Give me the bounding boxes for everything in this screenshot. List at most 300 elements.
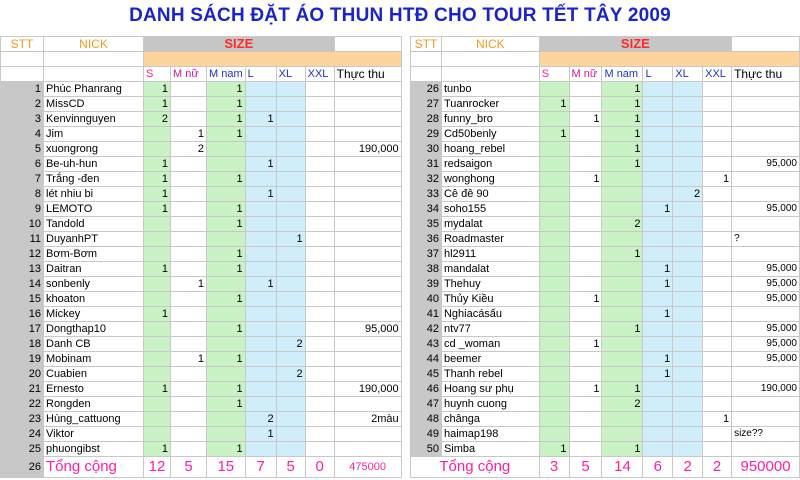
- row-number[interactable]: 18: [1, 337, 44, 352]
- size-m-nu-cell[interactable]: [171, 427, 207, 442]
- size-m-nam-cell[interactable]: 1: [207, 97, 246, 112]
- size-s-cell[interactable]: [539, 352, 569, 367]
- nick-cell[interactable]: Cd50benly: [441, 127, 539, 142]
- size-l-cell[interactable]: [245, 397, 276, 412]
- total-s[interactable]: 12: [144, 457, 171, 478]
- size-xxl-cell[interactable]: [305, 427, 334, 442]
- nick-cell[interactable]: Mobinam: [44, 352, 144, 367]
- size-m-nu-cell[interactable]: [171, 307, 207, 322]
- size-m-nam-cell[interactable]: [602, 187, 643, 202]
- size-m-nu-cell[interactable]: [171, 172, 207, 187]
- thuc-thu-cell[interactable]: [334, 97, 401, 112]
- row-number[interactable]: 38: [411, 262, 442, 277]
- size-xxl-cell[interactable]: 1: [703, 172, 732, 187]
- size-xl-cell[interactable]: [673, 412, 703, 427]
- row-number[interactable]: 33: [411, 187, 442, 202]
- size-m-nam-cell[interactable]: 1: [207, 352, 246, 367]
- size-xxl-cell[interactable]: [703, 397, 732, 412]
- size-s-cell[interactable]: [144, 247, 171, 262]
- size-xl-cell[interactable]: [673, 397, 703, 412]
- size-xl-cell[interactable]: [276, 352, 305, 367]
- size-s-cell[interactable]: [539, 382, 569, 397]
- row-number[interactable]: 14: [1, 277, 44, 292]
- row-number[interactable]: 50: [411, 442, 442, 457]
- size-l-cell[interactable]: [643, 232, 673, 247]
- size-s-cell[interactable]: [144, 397, 171, 412]
- size-l-cell[interactable]: [643, 172, 673, 187]
- thuc-thu-cell[interactable]: [334, 277, 401, 292]
- size-m-nu-cell[interactable]: [569, 367, 602, 382]
- size-s-cell[interactable]: 1: [144, 307, 171, 322]
- thuc-thu-cell[interactable]: 2màu: [334, 412, 401, 427]
- nick-cell[interactable]: Ernesto: [44, 382, 144, 397]
- nick-cell[interactable]: Daitran: [44, 262, 144, 277]
- size-l-cell[interactable]: 1: [245, 427, 276, 442]
- size-xl-cell[interactable]: [673, 202, 703, 217]
- size-l-cell[interactable]: [245, 142, 276, 157]
- size-xl-cell[interactable]: [673, 382, 703, 397]
- size-xxl-cell[interactable]: [305, 127, 334, 142]
- nick-cell[interactable]: huynh cuong: [441, 397, 539, 412]
- thuc-thu-cell[interactable]: 95,000: [732, 202, 800, 217]
- row-number[interactable]: 41: [411, 307, 442, 322]
- size-xl-cell[interactable]: [673, 112, 703, 127]
- size-l-cell[interactable]: [245, 247, 276, 262]
- nick-cell[interactable]: khoaton: [44, 292, 144, 307]
- size-m-nu-cell[interactable]: 1: [569, 292, 602, 307]
- thuc-thu-cell[interactable]: 95,000: [732, 277, 800, 292]
- size-m-nu-cell[interactable]: [171, 262, 207, 277]
- size-m-nam-cell[interactable]: [207, 427, 246, 442]
- size-l-cell[interactable]: [245, 307, 276, 322]
- size-xxl-cell[interactable]: [703, 352, 732, 367]
- nick-cell[interactable]: beemer: [441, 352, 539, 367]
- size-xxl-cell[interactable]: [703, 322, 732, 337]
- size-m-nu-cell[interactable]: [569, 427, 602, 442]
- thuc-thu-cell[interactable]: [334, 307, 401, 322]
- size-xl-cell[interactable]: [276, 397, 305, 412]
- size-xl-cell[interactable]: [673, 127, 703, 142]
- size-s-cell[interactable]: 1: [144, 202, 171, 217]
- size-s-cell[interactable]: [539, 142, 569, 157]
- nick-cell[interactable]: Bơm-Bơm: [44, 247, 144, 262]
- size-xxl-cell[interactable]: [305, 307, 334, 322]
- size-l-cell[interactable]: [643, 142, 673, 157]
- size-l-cell[interactable]: [245, 97, 276, 112]
- size-l-cell[interactable]: [245, 82, 276, 97]
- size-m-nu-cell[interactable]: [569, 202, 602, 217]
- thuc-thu-cell[interactable]: [732, 82, 800, 97]
- size-l-cell[interactable]: 1: [245, 277, 276, 292]
- size-m-nu-cell[interactable]: [569, 217, 602, 232]
- row-number[interactable]: 49: [411, 427, 442, 442]
- size-l-cell[interactable]: [245, 202, 276, 217]
- thuc-thu-cell[interactable]: 190,000: [334, 382, 401, 397]
- size-xl-cell[interactable]: [673, 82, 703, 97]
- size-xl-cell[interactable]: [673, 232, 703, 247]
- nick-cell[interactable]: Mickey: [44, 307, 144, 322]
- row-number[interactable]: 36: [411, 232, 442, 247]
- thuc-thu-cell[interactable]: [334, 292, 401, 307]
- row-number[interactable]: 39: [411, 277, 442, 292]
- row-number[interactable]: 24: [1, 427, 44, 442]
- size-m-nam-cell[interactable]: 1: [207, 382, 246, 397]
- size-m-nu-cell[interactable]: 1: [569, 112, 602, 127]
- size-l-cell[interactable]: [643, 412, 673, 427]
- nick-cell[interactable]: xuongrong: [44, 142, 144, 157]
- nick-cell[interactable]: Danh CB: [44, 337, 144, 352]
- size-xxl-cell[interactable]: [305, 247, 334, 262]
- size-xxl-cell[interactable]: [305, 157, 334, 172]
- thuc-thu-cell[interactable]: [732, 412, 800, 427]
- size-m-nam-cell[interactable]: 1: [602, 127, 643, 142]
- size-xxl-cell[interactable]: [305, 397, 334, 412]
- size-xl-cell[interactable]: [276, 382, 305, 397]
- size-l-cell[interactable]: 1: [245, 187, 276, 202]
- size-s-cell[interactable]: [539, 112, 569, 127]
- thuc-thu-cell[interactable]: [334, 397, 401, 412]
- size-s-cell[interactable]: 2: [144, 112, 171, 127]
- row-number[interactable]: 31: [411, 157, 442, 172]
- size-xl-cell[interactable]: [673, 292, 703, 307]
- size-xxl-cell[interactable]: [305, 322, 334, 337]
- nick-cell[interactable]: sonbenly: [44, 277, 144, 292]
- size-xxl-cell[interactable]: [305, 262, 334, 277]
- size-xl-cell[interactable]: [276, 277, 305, 292]
- total-m-nam[interactable]: 14: [602, 457, 643, 478]
- size-s-cell[interactable]: [539, 247, 569, 262]
- total-l[interactable]: 6: [643, 457, 673, 478]
- size-s-cell[interactable]: [539, 202, 569, 217]
- nick-cell[interactable]: Thủy Kiều: [441, 292, 539, 307]
- size-m-nam-cell[interactable]: [207, 142, 246, 157]
- size-s-cell[interactable]: [144, 352, 171, 367]
- size-s-cell[interactable]: [539, 322, 569, 337]
- size-xl-cell[interactable]: [673, 322, 703, 337]
- size-m-nu-cell[interactable]: [171, 442, 207, 457]
- size-m-nam-cell[interactable]: [602, 172, 643, 187]
- size-s-cell[interactable]: [144, 412, 171, 427]
- size-m-nu-cell[interactable]: [569, 277, 602, 292]
- size-l-cell[interactable]: 1: [643, 307, 673, 322]
- size-s-cell[interactable]: 1: [144, 382, 171, 397]
- size-xxl-cell[interactable]: [703, 157, 732, 172]
- size-m-nu-cell[interactable]: [171, 367, 207, 382]
- size-xxl-cell[interactable]: [305, 442, 334, 457]
- nick-cell[interactable]: Jim: [44, 127, 144, 142]
- row-number[interactable]: 34: [411, 202, 442, 217]
- size-xxl-cell[interactable]: [305, 97, 334, 112]
- size-l-cell[interactable]: [643, 157, 673, 172]
- size-m-nu-cell[interactable]: [171, 157, 207, 172]
- row-number[interactable]: 6: [1, 157, 44, 172]
- row-number[interactable]: 30: [411, 142, 442, 157]
- size-m-nam-cell[interactable]: 1: [602, 82, 643, 97]
- size-xxl-cell[interactable]: [305, 142, 334, 157]
- thuc-thu-cell[interactable]: [334, 337, 401, 352]
- row-number[interactable]: 32: [411, 172, 442, 187]
- size-m-nam-cell[interactable]: 1: [207, 292, 246, 307]
- size-xxl-cell[interactable]: [305, 217, 334, 232]
- row-number[interactable]: 13: [1, 262, 44, 277]
- row-number[interactable]: 40: [411, 292, 442, 307]
- size-s-cell[interactable]: [539, 82, 569, 97]
- size-m-nu-cell[interactable]: [569, 187, 602, 202]
- size-m-nu-cell[interactable]: [171, 97, 207, 112]
- total-label[interactable]: Tổng cộng: [44, 457, 144, 478]
- size-xxl-cell[interactable]: [703, 142, 732, 157]
- thuc-thu-cell[interactable]: [334, 232, 401, 247]
- size-l-cell[interactable]: [643, 247, 673, 262]
- total-thuc-thu[interactable]: 950000: [732, 457, 800, 478]
- row-number[interactable]: 12: [1, 247, 44, 262]
- size-xl-cell[interactable]: 2: [276, 367, 305, 382]
- size-xl-cell[interactable]: [276, 142, 305, 157]
- size-xxl-cell[interactable]: [703, 187, 732, 202]
- row-number[interactable]: 9: [1, 202, 44, 217]
- total-xxl[interactable]: 0: [305, 457, 334, 478]
- size-l-cell[interactable]: [245, 442, 276, 457]
- nick-cell[interactable]: MissCD: [44, 97, 144, 112]
- size-m-nam-cell[interactable]: [602, 412, 643, 427]
- nick-cell[interactable]: soho155: [441, 202, 539, 217]
- size-m-nam-cell[interactable]: 1: [207, 82, 246, 97]
- nick-cell[interactable]: Nghiacásấu: [441, 307, 539, 322]
- size-m-nu-cell[interactable]: [569, 262, 602, 277]
- size-l-cell[interactable]: [643, 382, 673, 397]
- size-m-nu-cell[interactable]: [569, 352, 602, 367]
- size-xl-cell[interactable]: [276, 217, 305, 232]
- size-s-cell[interactable]: 1: [144, 97, 171, 112]
- size-l-cell[interactable]: 1: [245, 112, 276, 127]
- nick-cell[interactable]: LEMOTO: [44, 202, 144, 217]
- size-m-nam-cell[interactable]: [207, 412, 246, 427]
- size-m-nam-cell[interactable]: [602, 277, 643, 292]
- size-xxl-cell[interactable]: [703, 202, 732, 217]
- row-number[interactable]: 7: [1, 172, 44, 187]
- size-xl-cell[interactable]: [276, 412, 305, 427]
- nick-cell[interactable]: redsaigon: [441, 157, 539, 172]
- size-m-nam-cell[interactable]: 1: [207, 202, 246, 217]
- size-m-nam-cell[interactable]: 1: [602, 322, 643, 337]
- size-xxl-cell[interactable]: [305, 292, 334, 307]
- size-xxl-cell[interactable]: [305, 382, 334, 397]
- row-number[interactable]: 5: [1, 142, 44, 157]
- nick-cell[interactable]: Viktor: [44, 427, 144, 442]
- nick-cell[interactable]: Dongthap10: [44, 322, 144, 337]
- size-m-nu-cell[interactable]: [171, 202, 207, 217]
- nick-cell[interactable]: Cê đê 90: [441, 187, 539, 202]
- row-number[interactable]: 46: [411, 382, 442, 397]
- size-m-nam-cell[interactable]: 1: [602, 97, 643, 112]
- size-s-cell[interactable]: [539, 187, 569, 202]
- nick-cell[interactable]: Tuanrocker: [441, 97, 539, 112]
- size-s-cell[interactable]: [144, 427, 171, 442]
- thuc-thu-cell[interactable]: [334, 127, 401, 142]
- size-xxl-cell[interactable]: [305, 412, 334, 427]
- size-l-cell[interactable]: [643, 337, 673, 352]
- size-s-cell[interactable]: [539, 427, 569, 442]
- size-s-cell[interactable]: [539, 337, 569, 352]
- size-l-cell[interactable]: [643, 397, 673, 412]
- row-number[interactable]: 25: [1, 442, 44, 457]
- nick-cell[interactable]: Hùng_cattuong: [44, 412, 144, 427]
- size-xl-cell[interactable]: [673, 277, 703, 292]
- size-l-cell[interactable]: [245, 382, 276, 397]
- size-l-cell[interactable]: 1: [643, 352, 673, 367]
- size-m-nu-cell[interactable]: [569, 127, 602, 142]
- size-xxl-cell[interactable]: [703, 337, 732, 352]
- thuc-thu-cell[interactable]: [334, 82, 401, 97]
- size-xl-cell[interactable]: [276, 262, 305, 277]
- size-m-nu-cell[interactable]: 1: [569, 382, 602, 397]
- size-m-nu-cell[interactable]: [171, 217, 207, 232]
- size-xxl-cell[interactable]: [703, 247, 732, 262]
- thuc-thu-cell[interactable]: [334, 157, 401, 172]
- size-xl-cell[interactable]: [276, 97, 305, 112]
- size-l-cell[interactable]: [643, 322, 673, 337]
- size-l-cell[interactable]: [245, 292, 276, 307]
- size-m-nam-cell[interactable]: 1: [207, 397, 246, 412]
- size-s-cell[interactable]: 1: [144, 82, 171, 97]
- size-xl-cell[interactable]: [276, 292, 305, 307]
- size-m-nu-cell[interactable]: [171, 232, 207, 247]
- row-number[interactable]: 44: [411, 352, 442, 367]
- row-number[interactable]: 26: [411, 82, 442, 97]
- thuc-thu-cell[interactable]: [732, 247, 800, 262]
- size-l-cell[interactable]: [643, 427, 673, 442]
- size-xxl-cell[interactable]: [305, 82, 334, 97]
- size-m-nu-cell[interactable]: 1: [171, 352, 207, 367]
- size-xl-cell[interactable]: [276, 112, 305, 127]
- size-xl-cell[interactable]: [673, 367, 703, 382]
- size-m-nu-cell[interactable]: [569, 247, 602, 262]
- thuc-thu-cell[interactable]: [732, 217, 800, 232]
- size-m-nam-cell[interactable]: [602, 367, 643, 382]
- size-xxl-cell[interactable]: [703, 442, 732, 457]
- thuc-thu-cell[interactable]: [334, 112, 401, 127]
- size-m-nu-cell[interactable]: [171, 397, 207, 412]
- size-xxl-cell[interactable]: [703, 307, 732, 322]
- size-m-nu-cell[interactable]: [171, 292, 207, 307]
- size-m-nu-cell[interactable]: [171, 112, 207, 127]
- size-s-cell[interactable]: [539, 277, 569, 292]
- thuc-thu-cell[interactable]: [334, 172, 401, 187]
- size-l-cell[interactable]: [643, 97, 673, 112]
- size-m-nu-cell[interactable]: [171, 322, 207, 337]
- total-m-nam[interactable]: 15: [207, 457, 246, 478]
- size-l-cell[interactable]: [643, 127, 673, 142]
- size-m-nam-cell[interactable]: 1: [602, 382, 643, 397]
- nick-cell[interactable]: Thehuy: [441, 277, 539, 292]
- size-m-nam-cell[interactable]: [207, 232, 246, 247]
- total-row-number[interactable]: 26: [1, 457, 44, 478]
- size-xl-cell[interactable]: [673, 307, 703, 322]
- row-number[interactable]: 16: [1, 307, 44, 322]
- size-xl-cell[interactable]: 2: [673, 187, 703, 202]
- size-s-cell[interactable]: [539, 292, 569, 307]
- nick-cell[interactable]: Roadmaster: [441, 232, 539, 247]
- nick-cell[interactable]: wonghong: [441, 172, 539, 187]
- size-xxl-cell[interactable]: 1: [703, 412, 732, 427]
- row-number[interactable]: 21: [1, 382, 44, 397]
- nick-cell[interactable]: Cuabien: [44, 367, 144, 382]
- size-xxl-cell[interactable]: [703, 292, 732, 307]
- row-number[interactable]: 11: [1, 232, 44, 247]
- size-m-nam-cell[interactable]: 1: [602, 442, 643, 457]
- size-m-nam-cell[interactable]: 1: [602, 157, 643, 172]
- size-m-nam-cell[interactable]: 1: [207, 172, 246, 187]
- nick-cell[interactable]: lét nhiu bi: [44, 187, 144, 202]
- size-s-cell[interactable]: [144, 337, 171, 352]
- size-s-cell[interactable]: 1: [144, 262, 171, 277]
- nick-cell[interactable]: Rongden: [44, 397, 144, 412]
- size-xxl-cell[interactable]: [305, 112, 334, 127]
- thuc-thu-cell[interactable]: 95,000: [334, 322, 401, 337]
- thuc-thu-cell[interactable]: 95,000: [732, 322, 800, 337]
- total-xxl[interactable]: 2: [703, 457, 732, 478]
- total-m-nu[interactable]: 5: [569, 457, 602, 478]
- size-s-cell[interactable]: 1: [144, 172, 171, 187]
- size-s-cell[interactable]: 1: [539, 127, 569, 142]
- thuc-thu-cell[interactable]: 190,000: [334, 142, 401, 157]
- size-xl-cell[interactable]: [673, 157, 703, 172]
- size-s-cell[interactable]: [539, 157, 569, 172]
- total-xl[interactable]: 2: [673, 457, 703, 478]
- nick-cell[interactable]: Simba: [441, 442, 539, 457]
- nick-cell[interactable]: Kenvinnguyen: [44, 112, 144, 127]
- row-number[interactable]: 29: [411, 127, 442, 142]
- row-number[interactable]: 27: [411, 97, 442, 112]
- row-number[interactable]: 8: [1, 187, 44, 202]
- size-xxl-cell[interactable]: [703, 262, 732, 277]
- size-xl-cell[interactable]: [673, 97, 703, 112]
- size-xxl-cell[interactable]: [305, 187, 334, 202]
- total-label[interactable]: Tổng cộng: [411, 457, 540, 478]
- size-l-cell[interactable]: 1: [643, 367, 673, 382]
- size-s-cell[interactable]: [539, 172, 569, 187]
- row-number[interactable]: 48: [411, 412, 442, 427]
- size-s-cell[interactable]: [144, 127, 171, 142]
- row-number[interactable]: 2: [1, 97, 44, 112]
- size-l-cell[interactable]: [245, 352, 276, 367]
- size-m-nam-cell[interactable]: [602, 232, 643, 247]
- size-xxl-cell[interactable]: [305, 277, 334, 292]
- size-m-nu-cell[interactable]: [569, 142, 602, 157]
- size-xl-cell[interactable]: [673, 442, 703, 457]
- thuc-thu-cell[interactable]: [334, 202, 401, 217]
- nick-cell[interactable]: Trắng -đen: [44, 172, 144, 187]
- size-m-nam-cell[interactable]: 1: [207, 112, 246, 127]
- size-m-nam-cell[interactable]: [602, 352, 643, 367]
- size-xl-cell[interactable]: [276, 442, 305, 457]
- size-m-nam-cell[interactable]: 1: [602, 112, 643, 127]
- thuc-thu-cell[interactable]: [334, 427, 401, 442]
- size-s-cell[interactable]: 1: [539, 97, 569, 112]
- size-m-nu-cell[interactable]: 1: [569, 337, 602, 352]
- size-xxl-cell[interactable]: [703, 217, 732, 232]
- size-m-nu-cell[interactable]: [171, 187, 207, 202]
- size-l-cell[interactable]: [643, 112, 673, 127]
- size-m-nu-cell[interactable]: [569, 397, 602, 412]
- thuc-thu-cell[interactable]: [334, 247, 401, 262]
- row-number[interactable]: 47: [411, 397, 442, 412]
- total-s[interactable]: 3: [539, 457, 569, 478]
- nick-cell[interactable]: cd _woman: [441, 337, 539, 352]
- size-xl-cell[interactable]: [276, 322, 305, 337]
- size-m-nam-cell[interactable]: 2: [602, 397, 643, 412]
- size-m-nam-cell[interactable]: 1: [602, 142, 643, 157]
